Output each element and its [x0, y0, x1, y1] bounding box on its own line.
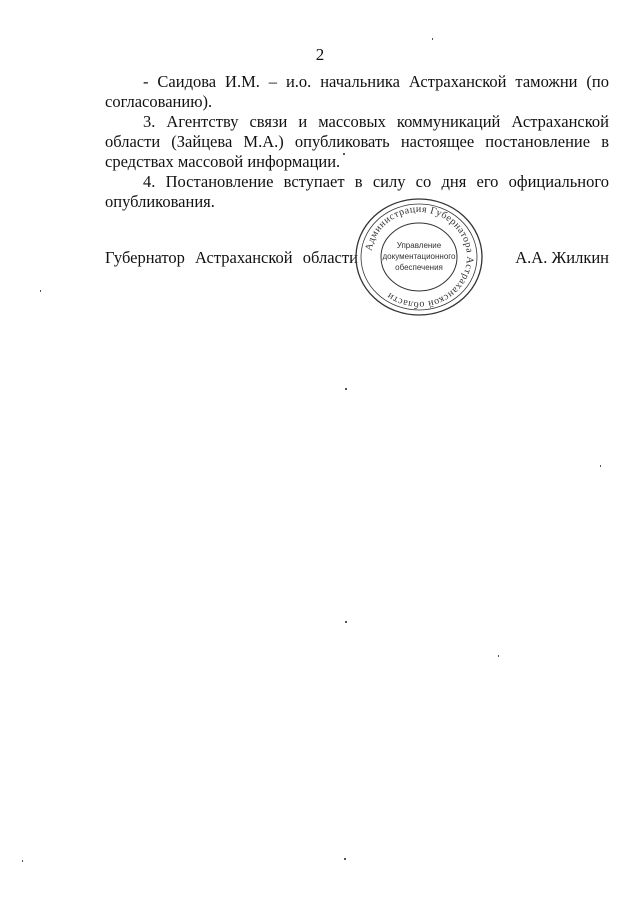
document-body: [105, 72, 609, 212]
scan-speck: [600, 465, 601, 467]
svg-text:Управление: Управление: [396, 241, 442, 250]
scan-speck: [345, 621, 347, 623]
page-number: 2: [315, 45, 325, 64]
signatory-name: А.А. Жилкин: [515, 248, 609, 267]
scan-speck: [345, 388, 347, 390]
svg-text:обеспечения: обеспечения: [395, 263, 443, 272]
scan-speck: [344, 858, 346, 860]
scan-speck: [40, 290, 41, 292]
official-seal-stamp: [353, 196, 485, 318]
scan-speck: [343, 153, 345, 155]
svg-text:документационного: документационного: [382, 252, 456, 261]
svg-text:Администрация Губернатора Астр: Администрация Губернатора Астраханской области: [363, 203, 476, 311]
scan-speck: [432, 38, 433, 40]
paragraph-saidova: - Саидова И.М. – и.о. начальника Астраханской таможни (по согласованию).: [105, 72, 609, 111]
scan-speck: [22, 860, 23, 862]
signatory-title: Губернатор Астраханской области: [105, 248, 358, 267]
scan-speck: [498, 655, 499, 657]
paragraph-item-4: 4. Постановление вступает в силу со дня его официального опубликования.: [105, 172, 609, 211]
paragraph-item-3: 3. Агентству связи и массовых коммуникаций Астраханской области (Зайцева М.А.) опубликовать настоящее постановление в средствах массовой информации.: [105, 112, 609, 171]
